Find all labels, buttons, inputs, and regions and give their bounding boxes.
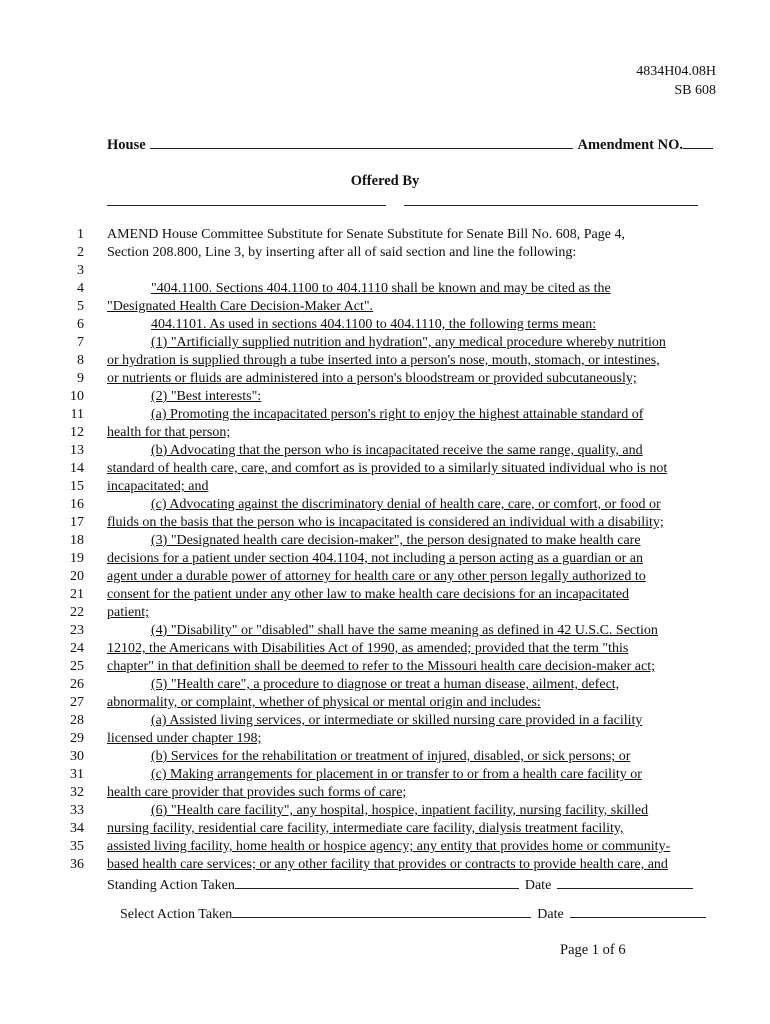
house-label: House	[107, 137, 146, 153]
line-text-content: abnormality, or complaint, whether of physical or mental origin and includes:	[107, 695, 541, 710]
line-text-content: based health care services; or any other facility that provides or contracts to provide health care, and	[107, 857, 668, 872]
line-number: 1	[77, 227, 84, 242]
line-text-content: (c) Making arrangements for placement in or transfer to or from a health care facility or	[151, 767, 642, 782]
line-text-content: agent under a durable power of attorney for health care or any other person legally authorized to	[107, 569, 646, 584]
numbered-line	[0, 280, 770, 298]
line-text	[107, 730, 717, 748]
line-text	[107, 694, 717, 712]
numbered-line	[0, 460, 770, 478]
numbered-line	[0, 748, 770, 766]
numbered-line	[0, 514, 770, 532]
line-number: 9	[77, 371, 84, 386]
numbered-line	[0, 442, 770, 460]
select-action-row	[120, 906, 706, 923]
line-number: 26	[70, 677, 84, 692]
amendment-number-blank	[683, 136, 713, 149]
line-text-content: (4) "Disability" or "disabled" shall have the same meaning as defined in 42 U.S.C. Section	[151, 623, 658, 638]
line-number: 10	[70, 389, 84, 404]
line-number: 17	[70, 515, 84, 530]
numbered-line	[0, 712, 770, 730]
line-number: 5	[77, 299, 84, 314]
line-text-content: health for that person;	[107, 425, 231, 440]
line-number: 28	[70, 713, 84, 728]
numbered-line	[0, 298, 770, 316]
line-text	[107, 280, 717, 298]
standing-date-label: Date	[524, 878, 552, 893]
line-text-content: consent for the patient under any other law to make health care decisions for an incapacitated	[107, 587, 630, 602]
standing-action-blank	[235, 877, 519, 889]
numbered-line	[0, 532, 770, 550]
line-text-content: (a) Promoting the incapacitated person's right to enjoy the highest attainable standard of	[151, 407, 644, 422]
numbered-line	[0, 550, 770, 568]
line-number: 8	[77, 353, 84, 368]
line-text	[107, 406, 717, 424]
line-text	[107, 640, 717, 658]
line-number: 7	[77, 335, 84, 350]
line-text	[107, 568, 717, 586]
line-text-content: fluids on the basis that the person who is incapacitated is considered an individual with a disability;	[107, 515, 664, 530]
line-text-content: (5) "Health care", a procedure to diagnose or treat a human disease, ailment, defect,	[151, 677, 620, 692]
line-text	[107, 586, 717, 604]
line-text	[107, 784, 717, 802]
line-text-content: "404.1100. Sections 404.1100 to 404.1110 shall be known and may be cited as the	[151, 281, 611, 296]
line-number: 34	[70, 821, 84, 836]
line-text-content: (a) Assisted living services, or intermediate or skilled nursing care provided in a facility	[151, 713, 643, 728]
line-text-content: or nutrients or fluids are administered into a person's bloodstream or provided subcutaneously;	[107, 371, 637, 386]
line-text	[107, 856, 717, 874]
line-text-content: chapter" in that definition shall be deemed to refer to the Missouri health care decision-maker act;	[107, 659, 656, 674]
line-text	[107, 676, 717, 694]
line-text	[107, 496, 717, 514]
document-id: 4834H04.08H	[636, 64, 716, 79]
line-text	[107, 388, 717, 406]
line-text-content: AMEND House Committee Substitute for Senate Substitute for Senate Bill No. 608, Page 4,	[107, 227, 625, 242]
line-number: 11	[70, 407, 84, 422]
line-text	[107, 604, 717, 622]
line-text	[107, 334, 717, 352]
line-text	[107, 802, 717, 820]
numbered-line	[0, 244, 770, 262]
line-text	[107, 838, 717, 856]
numbered-line	[0, 316, 770, 334]
line-text	[107, 424, 717, 442]
house-blank-line	[150, 136, 574, 149]
bill-number: SB 608	[674, 83, 716, 98]
line-text-content: health care provider that provides such forms of care;	[107, 785, 407, 800]
line-text	[107, 766, 717, 784]
line-text-content: (6) "Health care facility", any hospital, hospice, inpatient facility, nursing facility, skilled	[151, 803, 649, 818]
line-text	[107, 748, 717, 766]
line-text	[107, 820, 717, 838]
line-text-content: Section 208.800, Line 3, by inserting after all of said section and line the following:	[107, 245, 577, 260]
numbered-line	[0, 622, 770, 640]
line-number: 14	[70, 461, 84, 476]
line-text	[107, 622, 717, 640]
numbered-line	[0, 730, 770, 748]
select-date-label: Date	[537, 907, 564, 922]
line-number: 4	[77, 281, 84, 296]
select-action-blank	[232, 906, 531, 918]
line-number: 21	[70, 587, 84, 602]
numbered-line	[0, 226, 770, 244]
line-number: 31	[70, 767, 84, 782]
line-text-content: patient;	[107, 605, 149, 620]
line-text-content: nursing facility, residential care facility, intermediate care facility, dialysis treatment facility,	[107, 821, 624, 836]
numbered-line	[0, 586, 770, 604]
line-text	[107, 514, 717, 532]
line-number: 18	[70, 533, 84, 548]
line-number: 24	[70, 641, 84, 656]
line-number: 2	[77, 245, 84, 260]
line-text-content: 12102, the Americans with Disabilities Act of 1990, as amended; provided that the term "this	[107, 641, 629, 656]
document-id-block	[636, 62, 716, 100]
numbered-line	[0, 370, 770, 388]
line-text-content: decisions for a patient under section 404.1104, not including a person acting as a guardian or an	[107, 551, 643, 566]
line-text	[107, 460, 717, 478]
select-date-blank	[570, 906, 706, 918]
line-number: 13	[70, 443, 84, 458]
line-text	[107, 442, 717, 460]
numbered-line	[0, 388, 770, 406]
line-text-content: (3) "Designated health care decision-maker", the person designated to make health care	[151, 533, 641, 548]
line-text-content: or hydration is supplied through a tube inserted into a person's nose, mouth, stomach, or intestines,	[107, 353, 660, 368]
numbered-line	[0, 640, 770, 658]
line-number: 3	[77, 263, 84, 278]
line-text	[107, 370, 717, 388]
line-number: 35	[70, 839, 84, 854]
line-text	[107, 550, 717, 568]
line-text-content: incapacitated; and	[107, 479, 209, 494]
numbered-line	[0, 694, 770, 712]
numbered-line	[0, 334, 770, 352]
line-text-content: (1) "Artificially supplied nutrition and hydration", any medical procedure whereby nutrition	[151, 335, 666, 350]
numbered-line	[0, 604, 770, 622]
line-number: 6	[77, 317, 84, 332]
line-number: 33	[70, 803, 84, 818]
line-text-content: (2) "Best interests":	[151, 389, 262, 404]
numbered-line	[0, 478, 770, 496]
line-number: 23	[70, 623, 84, 638]
numbered-line	[0, 820, 770, 838]
line-number: 25	[70, 659, 84, 674]
line-text-content: licensed under chapter 198;	[107, 731, 262, 746]
select-action-label: Select Action Taken	[120, 907, 233, 922]
numbered-line	[0, 856, 770, 874]
line-number: 27	[70, 695, 84, 710]
line-text-content: (b) Advocating that the person who is incapacitated receive the same range, quality, and	[151, 443, 643, 458]
offered-by-signature-line-right	[404, 205, 698, 206]
offered-by-label: Offered By	[350, 173, 420, 189]
numbered-line	[0, 784, 770, 802]
line-text	[107, 352, 717, 370]
numbered-line	[0, 352, 770, 370]
line-text-content: assisted living facility, home health or hospice agency; any entity that provides home or community-	[107, 839, 671, 854]
numbered-line	[0, 838, 770, 856]
line-text	[107, 226, 717, 244]
line-number: 29	[70, 731, 84, 746]
amendment-header-line	[107, 136, 713, 154]
line-number: 22	[70, 605, 84, 620]
numbered-line	[0, 676, 770, 694]
numbered-line	[0, 802, 770, 820]
line-text-content: (c) Advocating against the discriminatory denial of health care, care, or comfort, or food or	[151, 497, 661, 512]
line-text	[107, 316, 717, 334]
line-text	[107, 298, 717, 316]
numbered-line	[0, 262, 770, 280]
line-number: 20	[70, 569, 84, 584]
line-number: 19	[70, 551, 84, 566]
line-number: 30	[70, 749, 84, 764]
line-number: 36	[70, 857, 84, 872]
standing-action-row	[107, 877, 693, 894]
line-text-content: (b) Services for the rehabilitation or treatment of injured, disabled, or sick persons; or	[151, 749, 631, 764]
amendment-number-label: Amendment NO.	[577, 137, 683, 153]
numbered-line	[0, 658, 770, 676]
page-number: Page 1 of 6	[560, 942, 626, 958]
numbered-line	[0, 424, 770, 442]
line-text	[107, 658, 717, 676]
line-number: 16	[70, 497, 84, 512]
line-number: 32	[70, 785, 84, 800]
numbered-line	[0, 568, 770, 586]
offered-by-signature-line-left	[107, 205, 386, 206]
line-text-content: 404.1101. As used in sections 404.1100 to 404.1110, the following terms mean:	[151, 317, 597, 332]
line-text	[107, 712, 717, 730]
line-number: 12	[70, 425, 84, 440]
numbered-line	[0, 766, 770, 784]
line-text-content: "Designated Health Care Decision-Maker Act".	[107, 299, 374, 314]
numbered-text-lines	[0, 226, 770, 874]
numbered-line	[0, 496, 770, 514]
line-text-content: standard of health care, care, and comfort as is provided to a similarly situated individual who is not	[107, 461, 668, 476]
line-text	[107, 478, 717, 496]
standing-action-label: Standing Action Taken	[107, 878, 235, 893]
line-number: 15	[70, 479, 84, 494]
line-text	[107, 532, 717, 550]
line-text	[107, 244, 717, 262]
standing-date-blank	[557, 877, 693, 889]
numbered-line	[0, 406, 770, 424]
